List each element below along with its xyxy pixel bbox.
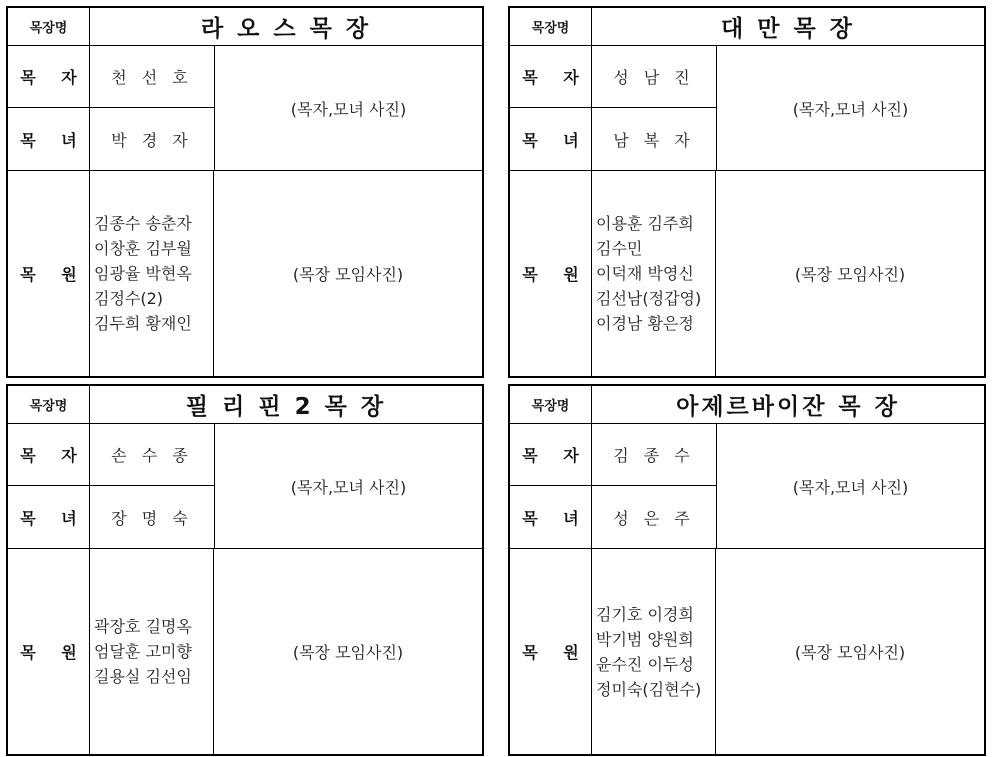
member-line: 박기범 양원희 — [596, 629, 694, 649]
group-title: 라 오 스 목 장 — [200, 16, 372, 42]
wife-label: 목 녀 — [510, 486, 592, 548]
member-line: 김두희 황재인 — [94, 314, 192, 333]
member-line: 이용훈 김주희 — [596, 214, 694, 233]
group-card-philippines2 — [6, 384, 484, 756]
member-line: 김종수 송춘자 — [94, 214, 192, 233]
card-header — [510, 386, 984, 424]
group-card-azerbaijan — [508, 384, 986, 756]
leader-name: 김 종 수 — [613, 446, 695, 465]
card-header — [8, 386, 482, 424]
wife-name: 장 명 숙 — [111, 508, 193, 528]
member-line: 이창훈 김부월 — [94, 239, 192, 258]
member-line: 김수민 — [596, 239, 643, 258]
wife-name: 박 경 자 — [111, 130, 193, 150]
members-list — [90, 549, 214, 754]
members-row — [8, 171, 482, 376]
leader-label: 목 자 — [8, 46, 90, 107]
member-line: 정미숙(김현수) — [596, 679, 702, 699]
wife-label: 목 녀 — [8, 108, 90, 170]
wife-name: 남 복 자 — [613, 130, 695, 150]
leader-photo-placeholder: (목자,모녀 사진) — [792, 477, 909, 497]
group-title: 필 리 핀 2 목 장 — [185, 394, 387, 420]
group-title: 대 만 목 장 — [721, 16, 855, 42]
members-label: 목 원 — [8, 171, 90, 376]
leader-label: 목 자 — [8, 424, 90, 485]
members-row — [510, 171, 984, 376]
member-line: 곽장호 길명옥 — [94, 617, 192, 636]
card-header — [510, 8, 984, 46]
group-photo-placeholder: (목장 모임사진) — [794, 643, 906, 662]
member-line: 김기호 이경희 — [596, 604, 694, 624]
wife-label: 목 녀 — [510, 108, 592, 170]
leader-block — [510, 424, 984, 549]
group-photo-placeholder: (목장 모임사진) — [292, 265, 404, 284]
leader-name: 손 수 종 — [111, 446, 193, 465]
wife-name: 성 은 주 — [613, 508, 695, 528]
leader-block — [8, 46, 482, 171]
leader-label: 목 자 — [510, 46, 592, 107]
members-row — [510, 549, 984, 754]
member-line: 임광율 박현옥 — [94, 264, 192, 283]
leader-name: 천 선 호 — [111, 68, 193, 87]
members-label: 목 원 — [510, 549, 592, 754]
group-name-label: 목장명 — [8, 386, 90, 423]
member-line: 윤수진 이두성 — [596, 654, 694, 674]
member-line: 김정수(2) — [94, 289, 164, 308]
leader-label: 목 자 — [510, 424, 592, 485]
leader-photo-placeholder: (목자,모녀 사진) — [792, 99, 909, 119]
members-label: 목 원 — [8, 549, 90, 754]
group-photo-placeholder: (목장 모임사진) — [794, 265, 906, 284]
member-line: 이경남 황은정 — [596, 314, 694, 333]
wife-label: 목 녀 — [8, 486, 90, 548]
member-line: 길용실 김선임 — [94, 667, 192, 686]
group-photo-placeholder: (목장 모임사진) — [292, 643, 404, 662]
leader-name: 성 남 진 — [613, 68, 695, 87]
leader-photo-placeholder: (목자,모녀 사진) — [290, 477, 407, 497]
members-label: 목 원 — [510, 171, 592, 376]
members-list — [592, 171, 716, 376]
group-name-label: 목장명 — [8, 8, 90, 45]
member-line: 이덕재 박영신 — [596, 264, 694, 283]
member-line: 김선남(정갑영) — [596, 289, 702, 308]
members-list — [592, 549, 716, 754]
group-name-label: 목장명 — [510, 8, 592, 45]
group-card-laos — [6, 6, 484, 378]
member-line: 엄달훈 고미향 — [94, 642, 192, 661]
members-row — [8, 549, 482, 754]
group-card-taiwan — [508, 6, 986, 378]
leader-block — [510, 46, 984, 171]
card-header — [8, 8, 482, 46]
leader-block — [8, 424, 482, 549]
group-title: 아제르바이잔 목 장 — [676, 394, 900, 420]
group-name-label: 목장명 — [510, 386, 592, 423]
members-list — [90, 171, 214, 376]
leader-photo-placeholder: (목자,모녀 사진) — [290, 99, 407, 119]
